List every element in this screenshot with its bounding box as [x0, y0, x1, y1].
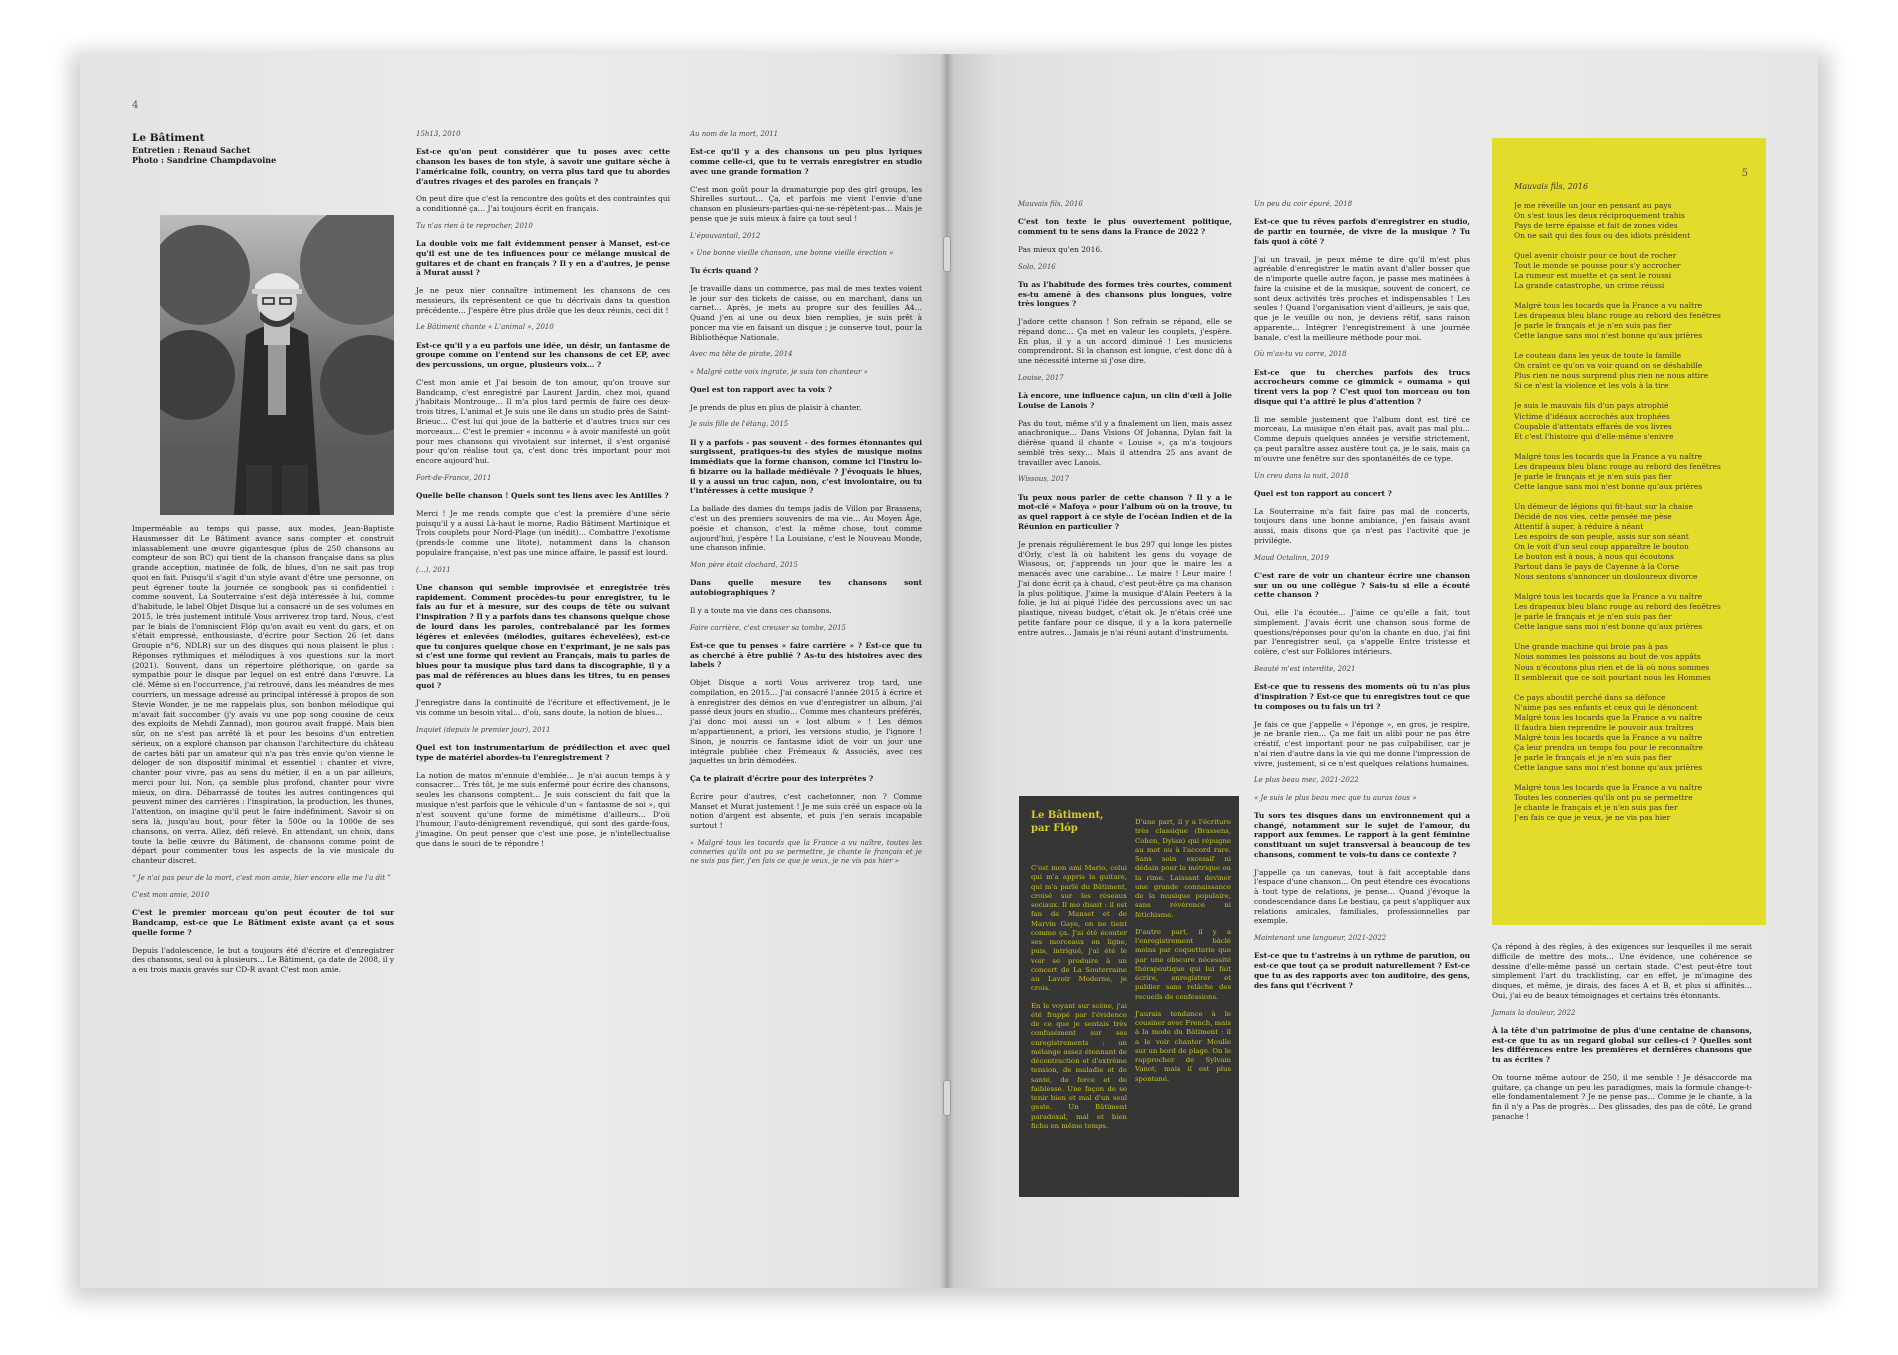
- article-column-1-body: [132, 524, 394, 983]
- lyrics-line: Toutes les conneries qu'ils ont pu se permettre: [1514, 793, 1693, 803]
- lyrics-line: La rumeur est muette et ça sent le roussi: [1514, 271, 1672, 280]
- sidebar-column-1: [1031, 864, 1127, 1139]
- lyrics-line: Les espoirs de son peuple, assis sur son séant: [1514, 531, 1689, 541]
- song-heading: L'épouvantail, 2012: [690, 231, 761, 240]
- lyrics-line: Les drapeaux bleu blanc rouge au rebord des fenêtres: [1514, 602, 1721, 612]
- lyrics-stanza: [1514, 401, 1746, 441]
- answer: Il y a toute ma vie dans ces chansons.: [690, 605, 832, 615]
- lyrics-line: Nous sommes les poissons au bout de vos appâts: [1514, 652, 1701, 662]
- answer: J'adore cette chanson ! Son refrain se répand, elle se répand donc… Ça met en valeur les couplets, j'espère. En plus, il y a un accord diminué ! Les musiciens comprendront. Si la chanson est longue, c'est donc dû à une nécessité interne si j'ose dire.: [1018, 317, 1232, 366]
- staple: [943, 236, 951, 272]
- left-page: [80, 54, 946, 1288]
- page-number: 4: [132, 100, 139, 111]
- answer: La ballade des dames du temps jadis de Villon par Brassens, c'est un des premiers souvenirs de ma vie… Au Moyen Âge, poésie et chanson, c'est la même chose, tout comme aujourd'hui, j'espère ! La Louisiane, c'est le Nouveau Monde, une chanson infinie.: [690, 504, 922, 553]
- question: Est-ce qu'il y a eu parfois une idée, un désir, un fantasme de groupe comme on l'entend sur les chansons de cet EP, avec des percussions, un orgue, plusieurs voix… ?: [416, 340, 670, 370]
- question: Quel est ton instrumentarium de prédilection et avec quel type de matériel abordes-tu l'enregistrement ?: [416, 743, 670, 762]
- song-heading: Tu n'as rien à te reprocher, 2010: [416, 221, 533, 230]
- song-heading: Le plus beau mec, 2021-2022: [1254, 776, 1359, 785]
- lyrics-line: Cette langue sans moi n'est bonne qu'aux prières: [1514, 331, 1703, 341]
- song-heading: Un peu du coir épuré, 2018: [1254, 200, 1353, 208]
- lyrics-stanza: [1514, 693, 1746, 773]
- lyrics-line: Je me réveille un jour en pensant au pays: [1514, 200, 1672, 210]
- lyrics-line: Le couteau dans les yeux de toute la famille: [1514, 351, 1682, 361]
- lyrics-line: Cette langue sans moi n'est bonne qu'aux prières: [1514, 481, 1703, 491]
- answer: Oui, elle l'a écoutée… J'aime ce qu'elle a fait, tout simplement. J'avais écrit une chanson sous forme de questions/réponses pour qu'on la chante en duo, j'ai fini par l'enregistrer seul, ça s'appelle Entre tristesse et colère, c'est sur Folklores intérieurs.: [1254, 608, 1470, 657]
- lyrics-line: Je parle le français et je n'en suis pas fier: [1514, 321, 1672, 331]
- sidebar-paragraph: C'est mon ami Mario, celui qui m'a appris la guitare, qui m'a parlé du Bâtiment, croisé sur les réseaux sociaux. Il me disait : il est fan de Manset et de Marvin Gaye, on ne tient comme ça. J'ai été écouter ses morceaux en ligne, puis, intrigué, j'ai été le voir se produire à un concert de La Souterraine au Lavoir Moderne, je crois.: [1031, 864, 1127, 993]
- article-title: Le Bâtiment: [132, 132, 205, 144]
- lyrics-line: Quel avenir choisir pour ce bout de rocher: [1514, 250, 1677, 260]
- question: Est-ce que tu rêves parfois d'enregistrer en studio, de partir en tournée, de vivre de la musique ? Tu fais quoi à côté ?: [1254, 217, 1470, 246]
- lyrics-line: Je parle le français et je n'en suis pas fier: [1514, 612, 1672, 622]
- song-heading: Inquiet (depuis le premier jour), 2011: [416, 725, 551, 734]
- song-heading: C'est mon amie, 2010: [132, 891, 210, 900]
- lyrics-stanza: [1514, 642, 1746, 682]
- answer: C'est mon goût pour la dramaturgie pop des girl groups, les Shirelles surtout… Ça, et parfois me vient l'envie d'une chanson en plusieurs-parties-qui-ne-se-répètent-pas… Mais je pense que je suis mieux à faire ça tout seul !: [690, 184, 922, 223]
- question: Tu écris quand ?: [690, 266, 759, 276]
- lyrics-line: Décidé de nos vies, cette pensée me pèse: [1514, 511, 1672, 521]
- lyrics-stanza: [1514, 301, 1746, 341]
- sidebar-box: [1019, 796, 1239, 1197]
- lyrics-line: On craint ce qu'on va voir quand on se déshabille: [1514, 361, 1703, 371]
- article-credits: [132, 145, 394, 165]
- lyric-quote: « Je suis le plus beau mec que tu auras tous »: [1254, 793, 1417, 802]
- lyric-quote: « Une bonne vieille chanson, une bonne vieille érection »: [690, 248, 894, 257]
- article-column-4: [1018, 200, 1232, 645]
- lyrics-line: Je parle le français et je n'en suis pas fier: [1514, 752, 1672, 762]
- lyrics-line: J'en fais ce que je veux, je ne vis pas hier: [1514, 813, 1671, 823]
- lyrics-line: Partout dans le pays de Cayenne à la Corse: [1514, 562, 1680, 572]
- lyrics-stanza: [1514, 351, 1746, 391]
- answer: Pas mieux qu'en 2016.: [1018, 244, 1103, 254]
- song-heading: Mon père était clochard, 2015: [690, 561, 798, 570]
- song-heading: Je suis fille de l'étang, 2015: [690, 420, 789, 429]
- lyrics-box: [1492, 138, 1766, 925]
- question: Dans quelle mesure tes chansons sont autobiographiques ?: [690, 578, 922, 598]
- artist-photo: [160, 215, 394, 515]
- sidebar-title-line: Le Bâtiment,: [1031, 810, 1104, 821]
- answer: C'est mon amie et J'ai besoin de ton amour, qu'on trouve sur Bandcamp, c'est enregistré par Laurent Jardin, chez moi, quand j'habitais Montrouge… Il m'a plus tard permis de faire ces deux-trois titres, L'animal et Je suis une île dans un studio près de Saint-Brieuc… C'est lui qui joue de la batterie et d'autres trucs sur ces morceaux… C'est le premier « inconnu » à avoir manifesté un goût pour mes chansons qui vivotaient sur internet, il s'est organisé pour qu'on réalise tout ça, c'est donc très important pour moi encore aujourd'hui.: [416, 377, 670, 466]
- lyric-quote: « Malgré tous les tocards que la France a vu naître, toutes les conneries qu'ils ont pu se permettre, je chante le français et je ne suis pas fier, j'en fais ce que je veux, je ne vis pas hier »: [690, 838, 922, 866]
- song-heading: Où m'as-tu vu corre, 2018: [1254, 350, 1347, 359]
- question: Quel est ton rapport avec ta voix ?: [690, 384, 832, 394]
- lyrics-title: Mauvais fils, 2016: [1514, 182, 1589, 191]
- song-heading: Wissous, 2017: [1018, 475, 1070, 484]
- lyrics-line: Malgré tous les tocards que la France a vu naître: [1514, 451, 1703, 461]
- lyrics-stanzas: [1514, 201, 1746, 823]
- answer: Pas du tout, même s'il y a finalement un lien, mais assez anachronique… Dans Visions Of Johanna, Dylan fait la diérèse quand il chante « Louise », ça m'a toujours semblé très sexy… Mais il attendra 25 ans avant de travailler avec Lanois.: [1018, 418, 1232, 467]
- staple: [943, 1080, 951, 1116]
- lyrics-line: Coupable d'attentats effarés de vos livres: [1514, 421, 1672, 431]
- lyrics-line: On le voit d'un seul coup apparaître le bouton: [1514, 542, 1689, 552]
- sidebar-paragraph: D'autre part, il y a l'enregistrement bâclé moins par coquetterie que par une obscure nécessité thérapeutique qui lui fait écrire, enregistrer et publier sans relâche des recueils de confessions.: [1135, 927, 1231, 1001]
- lyrics-line: Malgré tous les tocards que la France a vu naître: [1514, 301, 1703, 311]
- lyrics-line: Le bouton est à nous, à nous qui écoutons: [1514, 552, 1674, 562]
- question: Tu peux nous parler de cette chanson ? Il y a le mot-clé « Mafoya » pour l'album où on la trouve, tu as quel rapport à ce style de l'océan Indien et de la Réunion en particulier ?: [1018, 492, 1232, 532]
- answer: J'ai un travail, je peux même te dire qu'il m'est plus agréable d'enregistrer le matin avant d'aller bosser que de n'importe quelle autre façon, je passe mes matinées à faire la cuisine et de la musique, souvent de concert, ce sont deux activités très proches et indispensables ! Les seules ! Quand l'organisation vient d'ailleurs, je sais que, que je le veuille ou non, je deviens rétif, sans raison apparente… Intégrer l'enregistrement à une journée banale, c'est la meilleure méthode pour moi.: [1254, 254, 1470, 342]
- lyrics-line: Cette langue sans moi n'est bonne qu'aux prières: [1514, 622, 1703, 632]
- lyrics-line: La grande catastrophe, un crime réussi: [1514, 281, 1665, 291]
- question: Une chanson qui semble improvisée et enregistrée très rapidement. Comment procèdes-tu pour enregistrer, tu le fais au fur et à mesure, sur des coups de tête ou suivant l'inspiration ? Il y a parfois dans tes chansons quelque chose de lourd dans les paroles, contrebalancé par les formes légères et enlevées (mélodies, guitares échevelées), est-ce que tu conjures quelque chose en t'exprimant, je ne sais pas si c'est une forme qui revient au Français, mais tu parles de blues pour ta musique plus tard dans ta discographie, il y a pas mal de références au blues dans les titres, tu en penses quoi ?: [416, 582, 670, 690]
- question: Ça te plairait d'écrire pour des interprètes ?: [690, 774, 874, 784]
- question: Est-ce que tu cherches parfois des trucs accrocheurs comme ce gimmick « oumama » qui tirent vers la pop ? C'est quoi ton morceau ou ton disque qui t'a attiré le plus d'attention ?: [1254, 367, 1470, 406]
- answer: Objet Disque a sorti Vous arriverez trop tard, une compilation, en 2015… J'ai consacré l'année 2015 à écrire et à enregistrer des démos en vue d'enregistrer un album, j'ai passé deux jours en studio… Comme mes chanteurs préférés, j'ai donc moi aussi un « lost album » ! Les démos m'appartiennent, a priori, les versions studio, je l'ignore ! Sinon, je nourris ce fantasme idiot de voir un jour une intégrale publiée chez Frémeaux & Associés, avec ces jaquettes un brin démodées.: [690, 678, 922, 766]
- lyrics-stanza: [1514, 452, 1746, 492]
- quote: “ Je n'ai pas peur de la mort, c'est mon amie, hier encore elle me l'a dit ”: [132, 873, 391, 882]
- lyrics-line: Malgré tous les tocards que la France a vu naître: [1514, 712, 1703, 722]
- portrait-image: [160, 215, 394, 515]
- question: Est-ce que tu penses « faire carrière » ? Est-ce que tu as cherché à être publié ? As-tu des histoires avec des labels ?: [690, 640, 922, 670]
- answer: Je ne peux nier connaître intimement les chansons de ces messieurs, ils représentent ce que tu décrivais dans ta question précédente… J'espère être plus drôle que les deux réunis, ceci dit !: [416, 286, 670, 315]
- question: Quel est ton rapport au concert ?: [1254, 488, 1392, 498]
- song-heading: Un creu dans la nuit, 2018: [1254, 471, 1349, 480]
- song-heading: Avec ma tête de pirate, 2014: [690, 350, 793, 359]
- sidebar-title: [1031, 810, 1104, 835]
- question: Est-ce que tu t'astreins à un rythme de parution, ou est-ce que tout ça se produit naturellement ? Est-ce que tu as des rapports avec ton auditoire, des gens, des fans qui t'écrivent ?: [1254, 951, 1470, 990]
- question: Est-ce que tu ressens des moments où tu n'as plus d'inspiration ? Est-ce que tu enregistres tout ce que tu composes ou tu fais un tri ?: [1254, 682, 1470, 711]
- sidebar-paragraph: J'aurais tendance à le cousiner avec French, mais à la mode du Bâtiment : il a le voir chanter Moulle sur un bord de plage. On le rapprocher de Sylvain Vanot, mais il est plus spontané.: [1135, 1009, 1231, 1083]
- song-heading: Fort-de-France, 2011: [416, 473, 492, 482]
- article-column-2: [416, 130, 670, 857]
- song-heading: Au nom de la mort, 2011: [690, 130, 779, 138]
- lyrics-line: Une grande machine qui broie pas à pas: [1514, 642, 1668, 652]
- lyrics-stanza: [1514, 502, 1746, 582]
- lyrics-line: Tout le monde se pousse pour s'y accrocher: [1514, 260, 1681, 270]
- song-heading: Maintenant une langueur, 2021-2022: [1254, 934, 1387, 943]
- credit-interview: Entretien : Renaud Sachet: [132, 144, 251, 155]
- answer: J'enregistre dans la continuité de l'écriture et effectivement, je le vis comme un besoin vital… d'où, sans doute, la notion de blues…: [416, 698, 670, 718]
- song-heading: Jamais la douleur, 2022: [1492, 1008, 1576, 1017]
- lyrics-line: N'aime pas ses enfants et ceux qui le dénoncent: [1514, 702, 1698, 712]
- answer: J'appelle ça un canevas, tout à fait acceptable dans l'espace d'une chanson… On peut étendre ces évocations à tout type de relations, je pense… Quand j'évoque la condescendance dans Le bestiau, ça peut s'appliquer aux relations amicales, familiales, professionnelles par exemple.: [1254, 867, 1470, 926]
- sidebar-column-2: [1135, 818, 1231, 1092]
- lyrics-line: Il faudra bien reprendre le pouvoir aux traîtres: [1514, 722, 1694, 732]
- question: Il y a parfois - pas souvent - des formes étonnantes qui surgissent, pratiques-tu des styles de musique moins immédiats que la forme chanson, comme ici l'instru lo-fi bizarre ou la ballade médiévale ? J'évoquais le blues, il y a aussi un truc cajun, non, c'est involontaire, ou tu t'intéresses à cette musique ?: [690, 437, 922, 496]
- lyrics-line: Et c'est l'histoire qui d'elle-même s'enivre: [1514, 431, 1674, 441]
- song-heading: Mauvais fils, 2016: [1018, 200, 1083, 208]
- song-heading: (…), 2011: [416, 565, 451, 574]
- lyrics-line: On s'est tous les deux réciproquement trahis: [1514, 210, 1685, 220]
- answer: Je prenais régulièrement le bus 297 qui longe les pistes d'Orly, c'est là où habitent les gens du voyage de Wissous, or, j'apprends un jour que le maire les a menacés avec une carabine… Le maire ! Leur maire ! J'ai donc écrit ça à chaud, c'est peut-être ça ma chanson la plus politique. J'aime la musique d'Alain Peeters à la folie, je lui ai piqué l'idée des percussions avec un sac plastique, niveau budget, c'était ok. Je n'étais créé une petite fanfare pour ce disque, il y a la kora paternelle entre autres… Jamais je n'ai réuni autant d'instruments.: [1018, 539, 1232, 637]
- intro-paragraph: Imperméable au temps qui passe, aux modes, Jean-Baptiste Hausmesser dit Le Bâtiment avance sans compter et construit inlassablement une œuvre gigantesque (plus de 250 chansons au compteur de son BC) qui tient de la chanson française dans sa plus grande acception, matinée de folk, de blues, d'on ne sait pas trop quoi en fait. Puisqu'il s'agit d'un style avant d'être une personne, on peut égrener toute la journée ce songbook pas si confidentiel : comme souvent, La Souterraine s'est déjà intéressée à lui, comme d'habitude, le label Objet Disque lui a consacré un de ses volumes en 2015, le très justement intitulé Vous arriverez trop tard. Nous, c'est par le biais de l'omniscient Flóp qu'on avait eu vent du gars, et on s'était empressé, enthousiaste, d'écrire pour Section 26 (et dans Groupie n°6, NDLR) sur un des disques qui nous plaisent le plus : Réponses rythmiques et mélodiques à vos questions sur la mort (2021). Souvent, dans un répertoire pléthorique, on garde sa sympathie pour le disque par lequel on est entré dans l'œuvre. La clé. Même si en l'occurrence, j'ai retrouvé, dans les méandres de mes courriers, un message adressé au principal intéressé à propos de son Stevie Wonder, je ne me rappelais plus, son bonbon mélodique qui m'avait fait succomber (j'y avais vu une pop song cousine de ceux des exploits de Mehdi Zannad), mon gourou avait frappé. Mais bien sûr, on ne s'est pas arrêté là et pour les besoins d'un entretien sérieux, on a exploré chanson par chanson l'architecture du château de cartes bâti par un amateur qui n'a pas très envie qu'on vienne le déloger de son dispositif minimal et essentiel : chanter et vivre, chanter pour vivre, pas au sens du métier, il en a un par ailleurs, merci pour lui. Non, ça semble plus profond, chanter pour vivre mieux, on dira. Débarrassé de toutes les autres contingences qui peuvent miner des carrières : l'inspiration, la production, les thunes, l'attention, on imagine qu'il peut le faire indéfiniment. Savoir si on sera là, jusqu'au bout, pour fêter la 500e ou la 1000e de ses chansons, on verra. Allez, défi relevé. En attendant, un choix, dans toute la belle œuvre du Bâtiment, de chansons comme point de départ pour commenter tous les aspects de la vie musicale du chanteur discret.: [132, 524, 394, 866]
- sidebar-paragraph: D'une part, il y a l'écriture très classique (Brassens, Cohen, Dylan) qui répugne au mot ou à l'accord rare. Sans soin excessif ni dédain pour la métrique ou la rime. Laissant deviner une grande connaissance de la musique populaire, sans révérence ni fétichisme.: [1135, 818, 1231, 919]
- lyrics-line: Si ce n'est la violence et les vols à la tire: [1514, 381, 1669, 391]
- song-heading: Faire carrière, c'est creuser sa tombe, 2015: [690, 623, 846, 632]
- lyrics-line: Pays de terre épaisse et fait de zones vides: [1514, 220, 1678, 230]
- answer: Je travaille dans un commerce, pas mal de mes textes voient le jour sur des tickets de caisse, ou en marchant, dans un carnet… Après, je mets au propre sur des feuilles A4… Quand j'en ai une ou deux bien remplies, je suis prêt à poncer ma vie en faisant un disque ; je conserve tout, pour la Bibliothèque Nationale.: [690, 283, 922, 342]
- question: Là encore, une influence cajun, un clin d'œil à Jolie Louise de Lanois ?: [1018, 391, 1232, 410]
- question: À la tête d'un patrimoine de plus d'une centaine de chansons, est-ce que tu as un regard global sur celles-ci ? Quelles sont les différences entre les premières et dernières chansons que tu as écrites ?: [1492, 1025, 1752, 1065]
- lyrics-stanza: [1514, 251, 1746, 291]
- lyrics-line: Je parle le français et je n'en suis pas fier: [1514, 471, 1672, 481]
- question: Quelle belle chanson ! Quels sont tes liens avec les Antilles ?: [416, 491, 669, 501]
- answer: Ça répond à des règles, à des exigences sur lesquelles il me serait difficile de mettre des mots… Une évidence, une cohérence se dessine d'elle-même passé un certain stade. C'est peut-être tout simplement l'art du tracklisting, car en effet, je m'imagine des disques, et même, je dirais, des faces A et B, et plus si affinités… Oui, j'ai eu de beaux témoignages et certains très étonnants.: [1492, 942, 1752, 1000]
- question: C'est le premier morceau qu'on peut écouter de toi sur Bandcamp, est-ce que Le Bâtiment existe avant ça et sous quelle forme ?: [132, 908, 394, 937]
- question: C'est rare de voir un chanteur écrire une chanson sur un ou une collègue ? Sais-tu si elle a écouté cette chanson ?: [1254, 570, 1470, 600]
- lyrics-line: Il semblerait que ce soit pourtant nous les Hommes: [1514, 672, 1711, 682]
- lyrics-line: Nous sentons s'annoncer un douloureux divorce: [1514, 572, 1698, 582]
- question: Tu as l'habitude des formes très courtes, comment es-tu amené à des chansons plus longues, voire très longues ?: [1018, 279, 1232, 309]
- lyrics-line: Un démeur de légions qui fit-haut sur la chaise: [1514, 501, 1693, 511]
- lyrics-line: Malgré tous les tocards que la France a vu naître: [1514, 592, 1703, 602]
- lyrics-stanza: [1514, 201, 1746, 241]
- question: C'est ton texte le plus ouvertement politique, comment tu te sens dans la France de 2022 ?: [1018, 217, 1232, 236]
- answer: Écrire pour d'autres, c'est cachetonner, non ? Comme Manset et Murat justement ! Je me suis créé un espace où la notion d'argent est absente, et puis j'en serais incapable surtout !: [690, 791, 922, 831]
- song-heading: Le Bâtiment chante « L'animal », 2010: [416, 323, 554, 332]
- lyrics-line: Les drapeaux bleu blanc rouge au rebord des fenêtres: [1514, 311, 1721, 321]
- lyrics-line: Plus rien ne nous surprend plus rien ne nous attire: [1514, 371, 1709, 381]
- song-heading: Solo, 2016: [1018, 262, 1056, 271]
- lyrics-line: Malgré tous les tocards que la France a vu naître: [1514, 782, 1703, 792]
- song-heading: Maud Octalinn, 2019: [1254, 553, 1329, 562]
- article-column-5: [1254, 200, 1470, 999]
- song-heading: Beauté m'est interdite, 2021: [1254, 664, 1356, 673]
- answer: On tourne même autour de 250, il me semble ! Je désaccorde ma guitare, ça change un peu les paradigmes, mais la formule change-t-elle fondamentalement ? Je ne pense pas… Comme je le chante, à la fin il n'y a Pas de progrès… Des glissades, des pas de côté, Le grand panache !: [1492, 1072, 1752, 1121]
- lyrics-line: Je suis le mauvais fils d'un pays atrophié: [1514, 401, 1669, 411]
- answer: On peut dire que c'est la rencontre des goûts et des contraintes qui a conditionné ça… J'ai toujours écrit en français.: [416, 194, 670, 214]
- article-column-3: [690, 130, 922, 875]
- lyrics-line: Ce pays aboutit perché dans sa défonce: [1514, 692, 1666, 702]
- lyrics-text: [1514, 182, 1746, 833]
- answer: Depuis l'adolescence, le but a toujours été d'écrire et d'enregistrer des chansons, seul ou à plusieurs… Le Bâtiment, ça date de 2008, il y a eu trois maxis gravés sur CD-R avant C'est mon amie.: [132, 945, 394, 975]
- lyric-quote: « Malgré cette voix ingrate, je suis ton chanteur »: [690, 367, 868, 376]
- question: Tu sors tes disques dans un environnement qui a changé, notamment sur le sujet de l'amour, du rapport aux femmes. Le rapport à la gent féminine constituant un sujet transversal à beaucoup de tes chansons, comment te vois-tu dans ce contexte ?: [1254, 810, 1470, 859]
- lyrics-line: Ça leur prendra un temps fou pour le reconnaître: [1514, 742, 1703, 752]
- lyrics-line: Les drapeaux bleu blanc rouge au rebord des fenêtres: [1514, 461, 1721, 471]
- question: Est-ce qu'on peut considérer que tu poses avec cette chanson les bases de ton style, à savoir une guitare sèche à l'américaine folk, country, on verra plus tard que tu abordes d'autres rivages et des paroles en français ?: [416, 147, 670, 186]
- lyrics-stanza: [1514, 592, 1746, 632]
- page-number: 5: [1741, 168, 1748, 179]
- answer: La Souterraine m'a fait faire pas mal de concerts, toujours dans une bonne ambiance, j'en faisais avant aussi, mais disons que ça n'est pas l'activité que je privilégie.: [1254, 506, 1470, 545]
- lyrics-stanza: [1514, 783, 1746, 823]
- lyrics-line: Attentif à super, à réduire à néant: [1514, 521, 1644, 531]
- answer: La notion de matos m'ennuie d'emblée… Je n'ai aucun temps à y consacrer… Très tôt, je me suis enfermé pour écrire des chansons, seules les chansons comptent… Je suis conscient du fait que la musique n'est parfois que le véhicule d'un « fantasme de soi », qui n'est souvent qu'une forme de mimétisme d'ailleurs… D'où l'humour, l'auto-dénigrement revendiqué, qui sont des garde-fous, j'imagine. On peut penser que c'est une pose, je n'intellectualise que dans le souci de te répondre !: [416, 770, 670, 848]
- lyrics-line: Je chante le français et je n'en suis pas fier: [1514, 803, 1678, 813]
- song-heading: Louise, 2017: [1018, 373, 1064, 382]
- answer: Merci ! Je me rends compte que c'est la première d'une série puisqu'il y a aussi Là-haut le morne, Radio Bâtiment Martinique et Trois couplets pour Nord-Plage (un inédit)… Combattre l'exotisme (prends-le comme une litote), notamment dans la chanson populaire française, n'est pas une mince affaire, le passif est lourd.: [416, 508, 670, 557]
- question: Est-ce qu'il y a des chansons un peu plus lyriques comme celle-ci, que tu te verrais enregistrer en studio avec une grande formation ?: [690, 147, 922, 176]
- answer: Je prends de plus en plus de plaisir à chanter.: [690, 402, 862, 412]
- lyrics-line: Malgré tous les tocards que la France a vu naître: [1514, 732, 1703, 742]
- credit-photo: Photo : Sandrine Champdavoine: [132, 154, 277, 165]
- answer: Je fais ce que j'appelle « l'éponge », en gros, je respire, je ne branle rien… Ça me fait un alibi pour ne pas être créatif, c'est important pour ne pas culpabiliser, car je n'ai rien d'autre dans la vie qui me donne l'impression de vivre, justement, si ce n'est quelques relations humaines.: [1254, 719, 1470, 768]
- article-column-6: [1492, 942, 1752, 1130]
- lyrics-line: Victime d'idéaux accrochés aux trophées: [1514, 411, 1670, 421]
- article-column-1: [132, 132, 394, 187]
- lyrics-line: Cette langue sans moi n'est bonne qu'aux prières: [1514, 762, 1703, 772]
- song-heading: 15h13, 2010: [416, 130, 461, 138]
- lyrics-line: On ne sait qui des fous ou des idiots président: [1514, 230, 1691, 240]
- lyrics-line: Nous n'écoutons plus rien et de là où nous sommes: [1514, 662, 1710, 672]
- question: La double voix me fait évidemment penser à Manset, est-ce qu'il est une de tes influences pour ce mélange musical de guitares et de chant en français ? Il y en a d'autres, je pense à Murat aussi ?: [416, 239, 670, 278]
- sidebar-paragraph: En le voyant sur scène, j'ai été frappé par l'évidence de ce que je sentais très confusément sur ses enregistrements : un mélange assez étonnant de décontraction et d'extrême tension, de maladie et de santé, de force et de faiblesse. Une façon de se tenir bien et mal d'un seul geste. Un Bâtiment paradoxal, mal et bien fichu en même temps.: [1031, 1001, 1127, 1130]
- sidebar-title-line: par Flóp: [1031, 822, 1078, 834]
- answer: Il me semble justement que l'album dont est tiré ce morceau, La musique n'en était pas, avait pas mal plu… Comme depuis quelques années je versifie strictement, ça peut paraître assez austère tout ça, je le sais, mais ça m'ouvre une fenêtre sur des spontanéités de ce type.: [1254, 414, 1470, 463]
